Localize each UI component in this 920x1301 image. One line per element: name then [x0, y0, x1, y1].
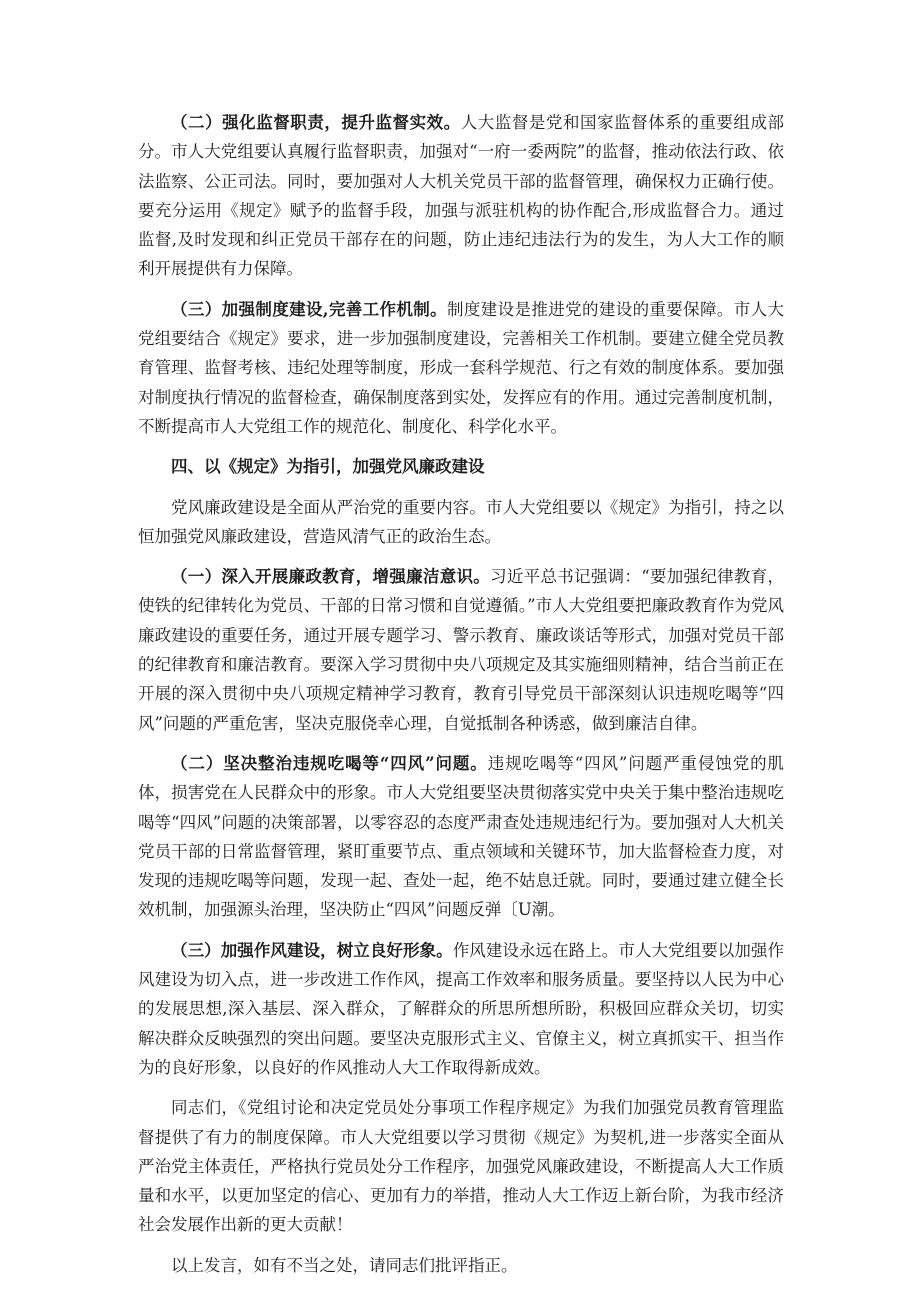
paragraph-text: 习近平总书记强调：“要加强纪律教育，使铁的纪律转化为党员、干部的日常习惯和自觉遵循。”市人大党组要把廉政教育作为党风廉政建设的重要任务，通过开展专题学习、警示教育、廉政谈话等形式，加强对党员干部的纪律教育和廉洁教育。要深入学习贯彻中央八项规定及其实施细则精神，结合当前正在开展的深入贯彻中央八项规定精神学习教育，教育引导党员干部深刻认识违规吃喝等“四风”问题的严重危害，坚决克服侥幸心理，自觉抵制各种诱惑，做到廉洁自律。: [138, 567, 785, 733]
final-remark: 以上发言，如有不当之处，请同志们批评指正。: [171, 1255, 518, 1275]
paragraph-text: 作风建设永远在路上。市人大党组要以加强作风建设为切入点，进一步改进工作作风，提高工作效率和服务质量。要坚持以人民为中心的发展思想,深入基层、深入群众，了解群众的所思所想所盼，积极回应群众关切，切实解决群众反映强烈的突出问题。要坚决克服形式主义、官僚主义，树立真抓实干、担当作为的良好形象，以良好的作风推动人大工作取得新成效。: [138, 940, 785, 1077]
paragraph-lead: （一）深入开展廉政教育，增强廉洁意识。: [171, 567, 491, 587]
closing-paragraph: 同志们，《党组讨论和决定党员处分事项工作程序规定》为我们加强党员教育管理监督提供了有力的制度保障。市人大党组要以学习贯彻《规定》为契机,进一步落实全面从严治党主体责任，严格执行党员处分工作程序，加强党风廉政建设，不断提高人大工作质量和水平，以更加坚定的信心、更加有力的举措，推动人大工作迈上新台阶，为我市经济社会发展作出新的更大贡献！: [138, 1098, 784, 1235]
point-education: [138, 562, 784, 738]
paragraph-text: 违规吃喝等“四风”问题严重侵蚀党的肌体，损害党在人民群众中的形象。市人大党组要坚决贯彻落实党中央关于集中整治违规吃喝等“四风”问题的决策部署，以零容忍的态度严肃查处违规违纪行为。要加强对人大机关党员干部的日常监督管理，紧盯重要节点、重点领域和关键环节，加大监督检查力度，对发现的违规吃喝等问题，发现一起、查处一起，绝不姑息迁就。同时，要通过建立健全长效机制，加强源头治理，坚决防止“四风”问题反弹〔U潮。: [138, 753, 785, 920]
paragraph-institution: [138, 295, 784, 441]
paragraph-lead: （三）加强制度建设,完善工作机制。: [171, 299, 448, 319]
section-heading: 四、以《规定》为指引，加强党风廉政建设: [171, 457, 485, 477]
paragraph-text: 人大监督是党和国家监督体系的重要组成部分。市人大党组要认真履行监督职责，加强对“一府一委两院”的监督，推动依法行政、依法监察、公正司法。同时，要加强对人大机关党员干部的监督管理，确保权力正确行使。要充分运用《规定》赋予的监督手段，加强与派驻机构的协作配合,形成监督合力。通过监督,及时发现和纠正党员干部存在的问题，防止违纪违法行为的发生，为人大工作的顺利开展提供有力保障。: [138, 113, 785, 279]
paragraph-lead: （二）坚决整治违规吃喝等“四风”问题。: [171, 753, 488, 773]
paragraph-supervision: [138, 108, 784, 284]
paragraph-lead: （三）加强作风建设，树立良好形象。: [171, 940, 453, 960]
section-intro: 党风廉政建设是全面从严治党的重要内容。市人大党组要以《规定》为指引，持之以恒加强党风廉政建设，营造风清气正的政治生态。: [138, 497, 784, 546]
point-four-winds: [138, 749, 784, 925]
paragraph-text: 制度建设是推进党的建设的重要保障。市人大党组要结合《规定》要求，进一步加强制度建设，完善相关工作机制。要建立健全党员教育管理、监督考核、违纪处理等制度，形成一套科学规范、行之有效的制度体系。要加强对制度执行情况的监督检查，确保制度落到实处，发挥应有的作用。通过完善制度机制，不断提高市人大党组工作的规范化、制度化、科学化水平。: [138, 299, 785, 436]
paragraph-lead: （二）强化监督职责，提升监督实效。: [171, 113, 461, 132]
point-work-style: [138, 936, 784, 1082]
document-body: [138, 108, 784, 1291]
